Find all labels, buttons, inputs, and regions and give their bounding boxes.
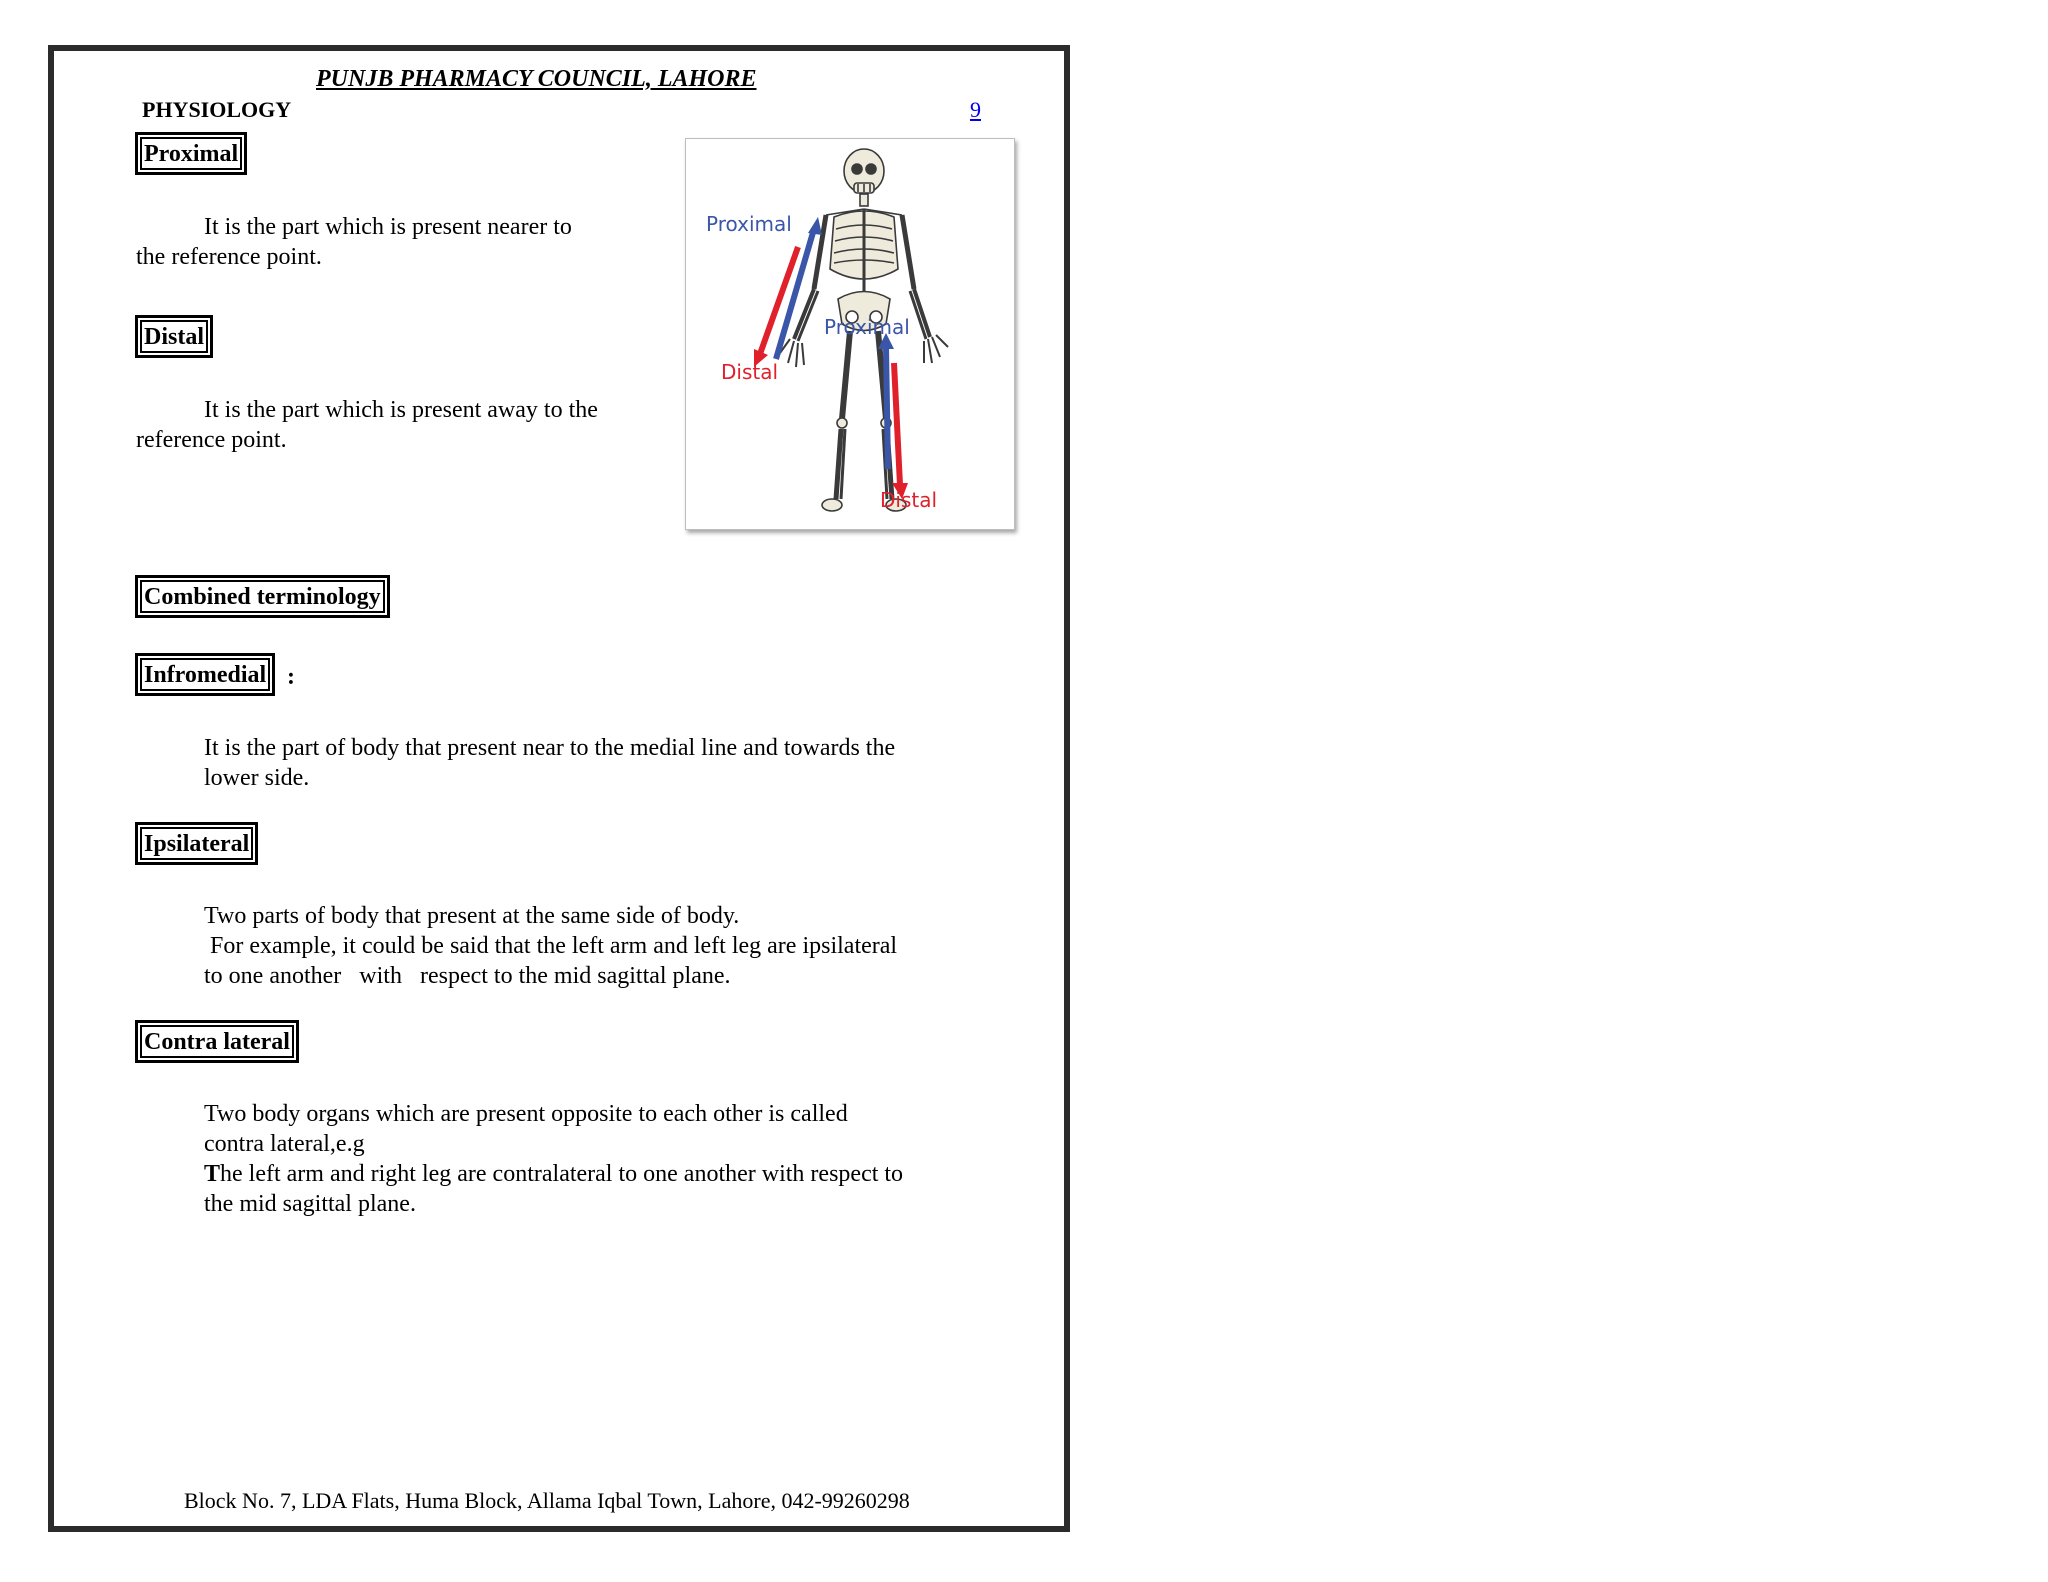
- heading-proximal-text: Proximal: [140, 137, 242, 170]
- proximal-line-2: the reference point.: [136, 244, 322, 270]
- label-arm-proximal: Proximal: [706, 212, 792, 236]
- distal-line-2: reference point.: [136, 427, 287, 453]
- council-title: PUNJB PHARMACY COUNCIL, LAHORE: [316, 66, 757, 92]
- page-number-link[interactable]: 9: [970, 97, 981, 122]
- contralateral-line-2: contra lateral,e.g: [204, 1131, 365, 1157]
- heading-contra-lateral: [135, 1020, 299, 1063]
- heading-infromedial-text: Infromedial: [140, 658, 270, 691]
- heading-ipsilateral-text: Ipsilateral: [140, 827, 253, 860]
- label-leg-distal: Distal: [880, 488, 938, 512]
- infromedial-line-1: It is the part of body that present near to the medial line and towards the: [204, 735, 896, 761]
- ipsilateral-line-1: Two parts of body that present at the same side of body.: [204, 903, 740, 929]
- infromedial-line-2: lower side.: [204, 765, 310, 791]
- subject-label: PHYSIOLOGY: [142, 97, 292, 122]
- skeleton-figure: [685, 138, 1015, 530]
- heading-contra-lateral-text: Contra lateral: [140, 1025, 294, 1058]
- infromedial-colon: :: [287, 664, 295, 690]
- heading-ipsilateral: [135, 822, 258, 865]
- contralateral-bold-initial: T: [204, 1161, 221, 1187]
- heading-distal: [135, 315, 213, 358]
- heading-combined-terminology: [135, 575, 390, 618]
- heading-combined-terminology-text: Combined terminology: [140, 580, 385, 613]
- contralateral-line-1: Two body organs which are present opposite to each other is called: [204, 1101, 848, 1127]
- label-arm-distal: Distal: [721, 360, 779, 384]
- distal-line-1: It is the part which is present away to the: [204, 397, 598, 423]
- skeleton-illustration: [686, 139, 1014, 529]
- contralateral-line-3: [204, 1159, 903, 1189]
- contralateral-line-3-rest: he left arm and right leg are contralateral to one another with respect to: [220, 1161, 904, 1187]
- footer-address: Block No. 7, LDA Flats, Huma Block, Allama Iqbal Town, Lahore, 042-99260298: [184, 1488, 910, 1513]
- heading-infromedial: [135, 653, 275, 696]
- heading-distal-text: Distal: [140, 320, 208, 353]
- ipsilateral-line-2: For example, it could be said that the left arm and left leg are ipsilateral: [204, 933, 898, 959]
- heading-proximal: [135, 132, 247, 175]
- contralateral-line-4: the mid sagittal plane.: [204, 1191, 416, 1217]
- label-leg-proximal: Proximal: [824, 315, 910, 339]
- ipsilateral-line-3: to one another with respect to the mid sagittal plane.: [204, 963, 731, 989]
- proximal-line-1: It is the part which is present nearer to: [204, 214, 572, 240]
